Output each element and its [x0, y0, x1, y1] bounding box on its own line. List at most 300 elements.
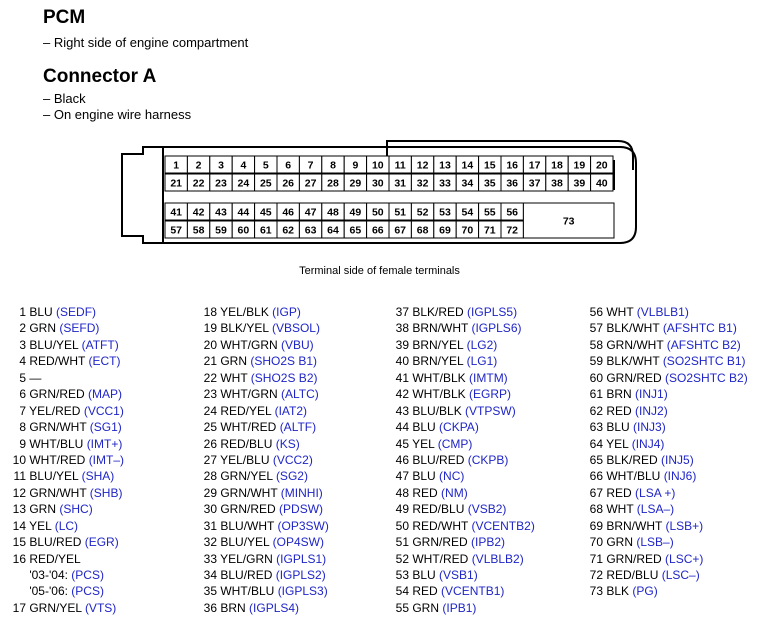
terminal-number: 60: [237, 224, 250, 237]
terminal-signal-code: (KS): [275, 436, 300, 451]
terminal-row-number: 72: [589, 568, 603, 582]
terminal-row-number: 60: [589, 370, 603, 385]
terminal-number: 57: [170, 224, 183, 237]
terminal-row-number: 53: [395, 568, 409, 582]
terminal-signal-code: (ECT): [88, 354, 121, 369]
terminal-signal-code: (IGPLS6): [471, 321, 522, 336]
terminal-column-1: [4, 304, 124, 616]
terminal-row: [392, 485, 535, 501]
terminal-wire-color: BRN/WHT: [412, 321, 469, 336]
terminal-signal-code: (IGPLS4): [249, 600, 300, 615]
terminal-signal-code: (IPB1): [442, 600, 477, 615]
terminal-wire-color: BLU/WHT: [220, 518, 275, 533]
terminal-row: [200, 485, 329, 501]
terminal-number: 5: [262, 159, 269, 172]
terminal-wire-color: RED/WHT: [412, 518, 469, 533]
terminal-number: 62: [282, 224, 295, 237]
terminal-wire-color: BLU: [29, 305, 53, 319]
terminal-signal-code: (SG2): [275, 469, 308, 484]
terminal-row-number: 14: [12, 518, 26, 533]
terminal-wire-color: RED/BLU: [220, 436, 273, 451]
terminal-number: 18: [551, 159, 563, 172]
terminal-row: [4, 551, 124, 567]
terminal-number: 30: [371, 177, 384, 190]
terminal-row: [200, 320, 329, 336]
terminal-row: [586, 501, 748, 517]
terminal-number: 13: [439, 159, 451, 172]
terminal-signal-code: (OP3SW): [277, 518, 329, 533]
terminal-wire-color: YEL: [29, 518, 52, 533]
terminal-wire-color: BRN/YEL: [412, 354, 464, 369]
terminal-row-number: 39: [395, 337, 409, 352]
terminal-wire-color: WHT: [220, 370, 248, 385]
terminal-row: [4, 518, 124, 534]
terminal-wire-color: BLU: [412, 420, 436, 435]
terminal-row-number: 51: [395, 535, 409, 550]
terminal-signal-code: (LSB–): [636, 535, 674, 550]
terminal-signal-code: (IMT+): [86, 436, 123, 451]
terminal-number: 25: [259, 177, 272, 190]
terminal-number: 67: [394, 224, 407, 237]
terminal-number: 4: [240, 159, 247, 172]
terminal-signal-code: (PG): [632, 584, 658, 599]
terminal-row-number: 1: [19, 305, 26, 319]
connector-color-note: – Black: [43, 91, 86, 106]
terminal-wire-color: GRN: [220, 354, 248, 369]
terminal-number: 65: [349, 224, 362, 237]
terminal-number: 70: [461, 224, 474, 237]
terminal-number: 68: [416, 224, 429, 237]
terminal-row: [200, 501, 329, 517]
terminal-number: 40: [595, 177, 608, 190]
terminal-row: [4, 600, 124, 616]
terminal-signal-code: (INJ5): [661, 452, 694, 467]
terminal-signal-code: (SHO2S B2): [250, 370, 318, 385]
terminal-row: [200, 304, 329, 320]
terminal-number: 51: [394, 206, 407, 219]
terminal-wire-color: RED/BLU: [412, 502, 465, 517]
terminal-column-2: [200, 304, 329, 616]
terminal-row: [586, 386, 748, 402]
terminal-wire-color: RED/BLU: [606, 568, 659, 582]
terminal-row-number: 26: [203, 436, 217, 451]
terminal-row: [200, 353, 329, 369]
terminal-row-number: 46: [395, 452, 409, 467]
terminal-signal-code: (IMT–): [88, 452, 125, 467]
terminal-signal-code: (EGRP): [469, 387, 512, 402]
terminal-number: 55: [483, 206, 496, 219]
terminal-row: [200, 518, 329, 534]
terminal-wire-color: GRN/RED: [412, 535, 468, 550]
terminal-row-number: 62: [589, 403, 603, 418]
terminal-row-number: 52: [395, 551, 409, 566]
terminal-row: [392, 370, 535, 386]
terminal-wire-color: BLU/YEL: [220, 535, 270, 550]
terminal-wire-color: GRN/WHT: [606, 337, 664, 352]
terminal-signal-code: (PCS): [71, 568, 104, 582]
terminal-row-number: 49: [395, 502, 409, 517]
terminal-row-number: 13: [12, 502, 26, 517]
terminal-number: 28: [327, 177, 339, 190]
terminal-row-number: 15: [12, 535, 26, 550]
terminal-signal-code: (MINHI): [280, 485, 323, 500]
terminal-number: 63: [304, 224, 317, 237]
terminal-signal-code: (SG1): [89, 420, 122, 435]
terminal-row-number: 16: [12, 551, 26, 566]
terminal-row-number: 54: [395, 584, 409, 599]
terminal-wire-color: BRN: [606, 387, 632, 402]
terminal-row: [392, 436, 535, 452]
terminal-row-number: 50: [395, 518, 409, 533]
terminal-row-number: 36: [203, 600, 217, 615]
terminal-wire-color: BRN: [220, 600, 246, 615]
terminal-number: 72: [506, 224, 519, 237]
terminal-wire-color: RED/WHT: [29, 354, 86, 369]
terminal-row-number: 10: [12, 452, 26, 467]
terminal-number: 36: [506, 177, 519, 190]
terminal-wire-color: WHT/GRN: [220, 387, 278, 402]
terminal-number: 69: [439, 224, 451, 237]
terminal-number: 61: [259, 224, 272, 237]
terminal-row-number: 6: [19, 387, 26, 402]
terminal-row-number: 31: [203, 518, 217, 533]
terminal-number: 8: [330, 159, 336, 172]
terminal-row-number: 7: [19, 403, 26, 418]
terminal-wire-color: YEL: [606, 436, 629, 451]
terminal-number: 54: [461, 206, 474, 219]
terminal-row-number: 47: [395, 469, 409, 484]
terminal-row: [392, 304, 535, 320]
terminal-number: 15: [483, 159, 496, 172]
terminal-row: [392, 337, 535, 353]
terminal-row: [392, 320, 535, 336]
terminal-row-number: 21: [203, 354, 217, 369]
terminal-row-number: 42: [395, 387, 409, 402]
terminal-wire-color: RED: [606, 485, 632, 500]
terminal-row: [4, 320, 124, 336]
terminal-row: [200, 468, 329, 484]
terminal-row-number: 35: [203, 584, 217, 599]
terminal-number: 17: [528, 159, 541, 172]
terminal-row: [4, 419, 124, 435]
terminal-wire-color: —: [29, 370, 42, 385]
terminal-number: 6: [285, 159, 292, 172]
terminal-number: 12: [416, 159, 429, 172]
terminal-wire-color: GRN/RED: [606, 370, 662, 385]
terminal-column-3: [392, 304, 535, 616]
terminal-signal-code: (IGPLS3): [277, 584, 328, 599]
terminal-wire-color: YEL/BLU: [220, 452, 270, 467]
terminal-row: [4, 452, 124, 468]
terminal-number: 21: [170, 177, 183, 190]
terminal-number: 11: [394, 159, 406, 172]
terminal-row: [4, 485, 124, 501]
terminal-wire-color: GRN/WHT: [29, 485, 87, 500]
terminal-row-number: 64: [589, 436, 603, 451]
terminal-number: 34: [461, 177, 474, 190]
terminal-signal-code: (LSB+): [665, 518, 704, 533]
terminal-number: 46: [282, 206, 295, 219]
terminal-signal-code: (ATFT): [81, 337, 119, 352]
terminal-number: 3: [218, 159, 224, 172]
terminal-wire-color: BLU: [606, 420, 630, 435]
terminal-row: [586, 583, 748, 599]
terminal-number: 9: [352, 159, 359, 172]
terminal-number: 59: [215, 224, 227, 237]
terminal-wire-color: BRN/WHT: [606, 518, 663, 533]
terminal-row: [586, 452, 748, 468]
terminal-row-number: 5: [19, 370, 26, 385]
terminal-row-number: 33: [203, 551, 217, 566]
terminal-row: [586, 370, 748, 386]
terminal-row: [200, 337, 329, 353]
terminal-signal-code: (LG2): [466, 337, 498, 352]
terminal-signal-code: (SHA): [81, 469, 115, 484]
terminal-signal-code: (SEFD): [59, 321, 100, 336]
terminal-wire-color: BLU: [412, 568, 436, 582]
terminal-signal-code: (INJ1): [635, 387, 668, 402]
terminal-row-number: 38: [395, 321, 409, 336]
terminal-signal-code: (OP4SW): [272, 535, 324, 550]
terminal-number: 42: [192, 206, 205, 219]
connector-title: Connector A: [43, 66, 157, 87]
terminal-signal-code: (LSC–): [661, 568, 700, 582]
terminal-wire-color: WHT/GRN: [220, 337, 278, 352]
terminal-number: 58: [192, 224, 205, 237]
terminal-wire-color: BLK/RED: [412, 305, 464, 319]
terminal-signal-code: (NM): [441, 485, 468, 500]
terminal-signal-code: (LSC+): [665, 551, 704, 566]
terminal-signal-code: (IPB2): [471, 535, 506, 550]
terminal-row: [4, 567, 124, 583]
connector-caption: Terminal side of female terminals: [299, 265, 460, 277]
terminal-row: [4, 386, 124, 402]
terminal-row-number: 41: [395, 370, 409, 385]
terminal-row: [200, 403, 329, 419]
terminal-row: [392, 600, 535, 616]
terminal-wire-color: BLK: [606, 584, 630, 599]
terminal-row-number: 57: [589, 321, 603, 336]
terminal-row: [392, 534, 535, 550]
terminal-row-number: 8: [19, 420, 26, 435]
terminal-row-number: 17: [12, 600, 26, 615]
terminal-row-number: 32: [203, 535, 217, 550]
terminal-row-number: 29: [203, 485, 217, 500]
terminal-signal-code: (LC): [54, 518, 79, 533]
terminal-wire-color: BLK/WHT: [606, 354, 660, 369]
terminal-wire-color: '03-'04:: [29, 568, 68, 582]
terminal-row: [586, 534, 748, 550]
terminal-row: [4, 353, 124, 369]
terminal-row-number: 66: [589, 469, 603, 484]
terminal-number: 38: [551, 177, 563, 190]
terminal-wire-color: BLU/RED: [220, 568, 273, 582]
terminal-row-number: 61: [589, 387, 603, 402]
terminal-signal-code: (INJ6): [663, 469, 697, 484]
terminal-signal-code: (LSA +): [635, 485, 676, 500]
terminal-row-number: 40: [395, 354, 409, 369]
terminal-wire-color: GRN/YEL: [220, 469, 273, 484]
terminal-number: 50: [371, 206, 384, 219]
terminal-number: 39: [573, 177, 586, 190]
terminal-signal-code: (VSB1): [439, 568, 478, 582]
terminal-wire-color: GRN/RED: [606, 551, 662, 566]
terminal-wire-color: GRN: [29, 321, 57, 336]
terminal-row: [4, 403, 124, 419]
terminal-signal-code: (MAP): [88, 387, 123, 402]
terminal-number: 66: [371, 224, 384, 237]
terminal-number: 31: [394, 177, 407, 190]
terminal-signal-code: (IGPLS1): [276, 551, 327, 566]
terminal-column-4: [586, 304, 748, 600]
terminal-signal-code: (VCENTB1): [441, 584, 505, 599]
terminal-row: [4, 370, 124, 386]
terminal-wire-color: WHT/BLU: [29, 436, 84, 451]
terminal-wire-color: BLK/YEL: [220, 321, 269, 336]
terminal-signal-code: (SEDF): [56, 305, 97, 319]
terminal-wire-color: BLU: [412, 469, 436, 484]
terminal-row-number: 24: [203, 403, 217, 418]
terminal-number: 71: [483, 224, 496, 237]
terminal-signal-code: (VSB2): [467, 502, 507, 517]
terminal-wire-color: YEL: [412, 436, 435, 451]
terminal-signal-code: (PCS): [71, 584, 104, 599]
terminal-signal-code: (CKPB): [467, 452, 509, 467]
terminal-number: 56: [506, 206, 519, 219]
terminal-number: 2: [195, 159, 202, 172]
terminal-number: 1: [173, 159, 180, 172]
terminal-row-number: 63: [589, 420, 603, 435]
terminal-row-number: 58: [589, 337, 603, 352]
terminal-row-number: 69: [589, 518, 603, 533]
terminal-number: 33: [439, 177, 451, 190]
terminal-signal-code: (VBU): [281, 337, 314, 352]
terminal-wire-color: WHT: [606, 305, 634, 319]
terminal-wire-color: BLU/YEL: [29, 337, 79, 352]
terminal-wire-color: RED/YEL: [220, 403, 272, 418]
terminal-row: [586, 551, 748, 567]
terminal-row-number: 55: [395, 600, 409, 615]
terminal-signal-code: (LG1): [466, 354, 498, 369]
terminal-wire-color: GRN: [29, 502, 57, 517]
terminal-row: [586, 436, 748, 452]
terminal-number: 23: [215, 177, 227, 190]
terminal-signal-code: (VLBLB2): [471, 551, 524, 566]
terminal-row: [200, 370, 329, 386]
terminal-number: 10: [371, 159, 384, 172]
terminal-number: 37: [528, 177, 541, 190]
terminal-number: 44: [237, 206, 250, 219]
terminal-wire-color: RED: [606, 403, 632, 418]
terminal-row: [392, 419, 535, 435]
terminal-row: [586, 419, 748, 435]
terminal-row: [392, 386, 535, 402]
terminal-signal-code: (EGR): [84, 535, 119, 550]
terminal-signal-code: (AFSHTC B2): [666, 337, 741, 352]
terminal-number: 29: [349, 177, 362, 190]
terminal-row-number: 37: [395, 305, 409, 319]
terminal-wire-color: GRN/WHT: [29, 420, 87, 435]
terminal-signal-code: (INJ2): [635, 403, 668, 418]
terminal-row-number: 43: [395, 403, 409, 418]
terminal-signal-code: (SHO2S B1): [250, 354, 318, 369]
terminal-wire-color: BLU/RED: [29, 535, 82, 550]
terminal-number: 16: [506, 159, 519, 172]
terminal-row-number: 27: [203, 452, 217, 467]
terminal-row: [200, 600, 329, 616]
terminal-row: [4, 534, 124, 550]
terminal-wire-color: GRN/YEL: [29, 600, 82, 615]
terminal-wire-color: YEL/GRN: [220, 551, 273, 566]
terminal-row: [586, 304, 748, 320]
terminal-row: [586, 353, 748, 369]
terminal-signal-code: (IAT2): [274, 403, 308, 418]
terminal-signal-code: (VCC2): [272, 452, 313, 467]
terminal-wire-color: WHT/RED: [29, 452, 86, 467]
terminal-row: [392, 501, 535, 517]
terminal-wire-color: WHT/RED: [220, 420, 277, 435]
terminal-signal-code: (VLBLB1): [636, 305, 689, 319]
terminal-signal-code: (ALTF): [279, 420, 317, 435]
terminal-signal-code: (ALTC): [281, 387, 319, 402]
terminal-row-number: 23: [203, 387, 217, 402]
terminal-row: [392, 567, 535, 583]
terminal-number: 27: [304, 177, 317, 190]
terminal-row: [4, 501, 124, 517]
terminal-wire-color: GRN: [412, 600, 440, 615]
terminal-row: [586, 567, 748, 583]
terminal-row-number: 59: [589, 354, 603, 369]
terminal-wire-color: BLU/BLK: [412, 403, 462, 418]
terminal-number-large: 73: [562, 215, 575, 228]
terminal-row-number: 18: [203, 305, 217, 319]
terminal-number: 48: [327, 206, 339, 219]
terminal-row: [586, 468, 748, 484]
terminal-wire-color: BLU/RED: [412, 452, 465, 467]
terminal-row: [200, 534, 329, 550]
terminal-number: 19: [573, 159, 586, 172]
terminal-row-number: 28: [203, 469, 217, 484]
terminal-wire-color: BLK/WHT: [606, 321, 660, 336]
terminal-row-number: 68: [589, 502, 603, 517]
terminal-row-number: 19: [203, 321, 217, 336]
terminal-row: [200, 419, 329, 435]
terminal-wire-color: BLU/YEL: [29, 469, 79, 484]
terminal-signal-code: (IMTM): [469, 370, 508, 385]
terminal-wire-color: YEL/RED: [29, 403, 81, 418]
terminal-signal-code: (AFSHTC B1): [662, 321, 737, 336]
terminal-signal-code: (VTS): [84, 600, 117, 615]
terminal-row: [392, 551, 535, 567]
terminal-number: 43: [215, 206, 227, 219]
terminal-number: 53: [439, 206, 451, 219]
terminal-number: 14: [461, 159, 474, 172]
terminal-row-number: 30: [203, 502, 217, 517]
terminal-signal-code: (CMP): [437, 436, 473, 451]
terminal-wire-color: GRN: [606, 535, 634, 550]
terminal-wire-color: WHT/BLK: [412, 387, 466, 402]
terminal-signal-code: (PDSW): [279, 502, 324, 517]
terminal-signal-code: (SHB): [89, 485, 123, 500]
terminal-row-number: 25: [203, 420, 217, 435]
terminal-signal-code: (VCENTB2): [471, 518, 535, 533]
terminal-number: 22: [192, 177, 205, 190]
terminal-row: [586, 320, 748, 336]
pcm-title: PCM: [43, 7, 86, 28]
pcm-location-note: – Right side of engine compartment: [43, 35, 249, 50]
terminal-wire-color: GRN/RED: [29, 387, 85, 402]
terminal-row-number: 44: [395, 420, 409, 435]
